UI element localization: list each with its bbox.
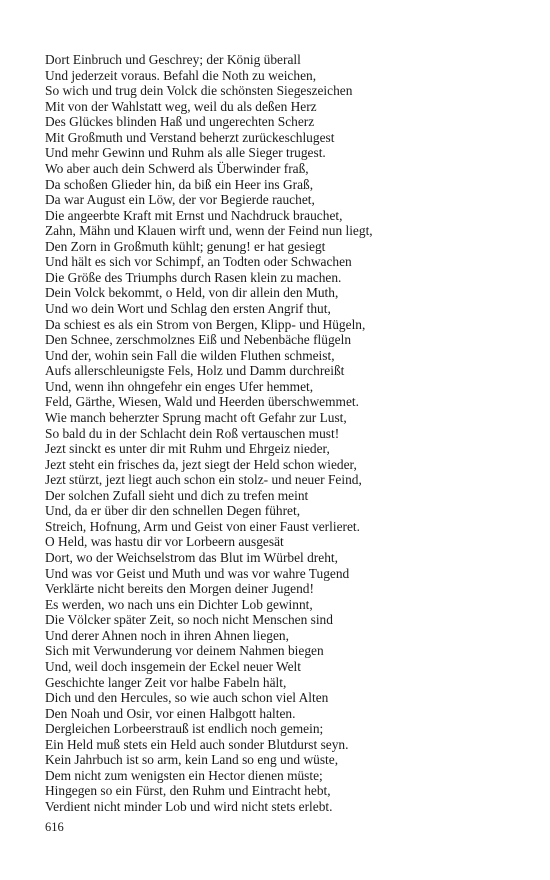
poem-line: Und jederzeit voraus. Befahl die Noth zu weichen, <box>45 67 317 83</box>
poem-line: Und der, wohin sein Fall die wilden Fluthen schmeist, <box>45 347 335 363</box>
poem-line: Verklärte nicht bereits den Morgen deiner Jugend! <box>45 581 314 597</box>
poem-line: Kein Jahrbuch ist so arm, kein Land so eng und wüste, <box>45 752 339 768</box>
poem-line: Dich und den Hercules, so wie auch schon viel Alten <box>45 690 329 706</box>
poem-line: Und, da er über dir den schnellen Degen führet, <box>45 503 301 519</box>
poem-line: So wich und trug dein Volck die schönsten Siegeszeichen <box>45 83 353 99</box>
poem-line: Sich mit Verwunderung vor deinem Nahmen biegen <box>45 643 324 659</box>
page-number: 616 <box>45 820 64 834</box>
poem-line: Und derer Ahnen noch in ihren Ahnen liegen, <box>45 627 289 643</box>
poem-line: Jezt stürzt, jezt liegt auch schon ein stolz- und neuer Feind, <box>45 472 362 488</box>
poem-line: Mit von der Wahlstatt weg, weil du als deßen Herz <box>45 98 317 114</box>
poem-line: Die Völcker später Zeit, so noch nicht Menschen sind <box>45 612 333 628</box>
poem-line: Jezt steht ein frisches da, jezt siegt der Held schon wieder, <box>45 456 357 472</box>
poem-line: O Held, was hastu dir vor Lorbeern ausgesät <box>45 534 284 550</box>
poem-line: Da schoßen Glieder hin, da biß ein Heer ins Graß, <box>45 176 314 192</box>
poem-line: Feld, Gärthe, Wiesen, Wald und Heerden überschwemmet. <box>45 394 359 410</box>
poem-line: Und hält es sich vor Schimpf, an Todten oder Schwachen <box>45 254 352 270</box>
poem-line: Dort, wo der Weichselstrom das Blut im Würbel dreht, <box>45 550 338 565</box>
poem-line: Aufs allerschleunigste Fels, Holz und Damm durchreißt <box>45 363 345 379</box>
poem-line: Der solchen Zufall sieht und dich zu trefen meint <box>45 487 309 503</box>
poem-line: Jezt sinckt es unter dir mit Ruhm und Ehrgeiz nieder, <box>45 441 330 457</box>
poem-line: Die angeerbte Kraft mit Ernst und Nachdruck brauchet, <box>45 207 343 223</box>
poem-line: Es werden, wo nach uns ein Dichter Lob gewinnt, <box>45 596 313 612</box>
poem-line: Dort Einbruch und Geschrey; der König überall <box>45 52 301 67</box>
poem-line: Geschichte langer Zeit vor halbe Fabeln hält, <box>45 674 287 690</box>
poem-line: Verdient nicht minder Lob und wird nicht stets erlebt. <box>45 799 333 814</box>
poem-line: So bald du in der Schlacht dein Roß vertauschen must! <box>45 425 340 441</box>
poem-line: Und was vor Geist und Muth und was vor wahre Tugend <box>45 565 350 581</box>
poem-line: Wo aber auch dein Schwerd als Überwinder fraß, <box>45 160 309 176</box>
poem-line: Den Noah und Osir, vor einen Halbgott halten. <box>45 705 296 721</box>
poem-text <box>45 52 515 815</box>
poem-line: Des Glückes blinden Haß und ungerechten Scherz <box>45 114 315 130</box>
poem-line: Und, wenn ihn ohngefehr ein enges Ufer hemmet, <box>45 378 314 394</box>
poem-line: Dergleichen Lorbeerstrauß ist endlich noch gemein; <box>45 721 324 737</box>
poem-line: Den Schnee, zerschmolznes Eiß und Nebenbäche flügeln <box>45 332 352 348</box>
poem-line: Den Zorn in Großmuth kühlt; genung! er hat gesiegt <box>45 238 326 254</box>
poem-line: Und wo dein Wort und Schlag den ersten Angrif thut, <box>45 301 331 316</box>
poem-line: Ein Held muß stets ein Held auch sonder Blutdurst seyn. <box>45 736 349 752</box>
poem-line: Da schiest es als ein Strom von Bergen, Klipp- und Hügeln, <box>45 316 366 332</box>
poem-line: Dein Volck bekommt, o Held, von dir allein den Muth, <box>45 285 339 301</box>
poem-line: Und mehr Gewinn und Ruhm als alle Sieger trugest. <box>45 145 326 161</box>
poem-line: Die Größe des Triumphs durch Rasen klein zu machen. <box>45 269 342 285</box>
poem-line: Da war August ein Löw, der vor Begierde rauchet, <box>45 192 315 208</box>
poem-line: Wie manch beherzter Sprung macht oft Gefahr zur Lust, <box>45 409 347 425</box>
poem-line: Dem nicht zum wenigsten ein Hector dienen müste; <box>45 767 323 783</box>
poem-line: Streich, Hofnung, Arm und Geist von einer Faust verlieret. <box>45 518 360 534</box>
poem-line: Und, weil doch insgemein der Eckel neuer Welt <box>45 658 301 674</box>
poem-line: Zahn, Mähn und Klauen wirft und, wenn der Feind nun liegt, <box>45 223 373 239</box>
poem-line: Hingegen so ein Fürst, den Ruhm und Eintracht hebt, <box>45 783 331 799</box>
poem-line: Mit Großmuth und Verstand beherzt zurückeschlugest <box>45 129 335 145</box>
